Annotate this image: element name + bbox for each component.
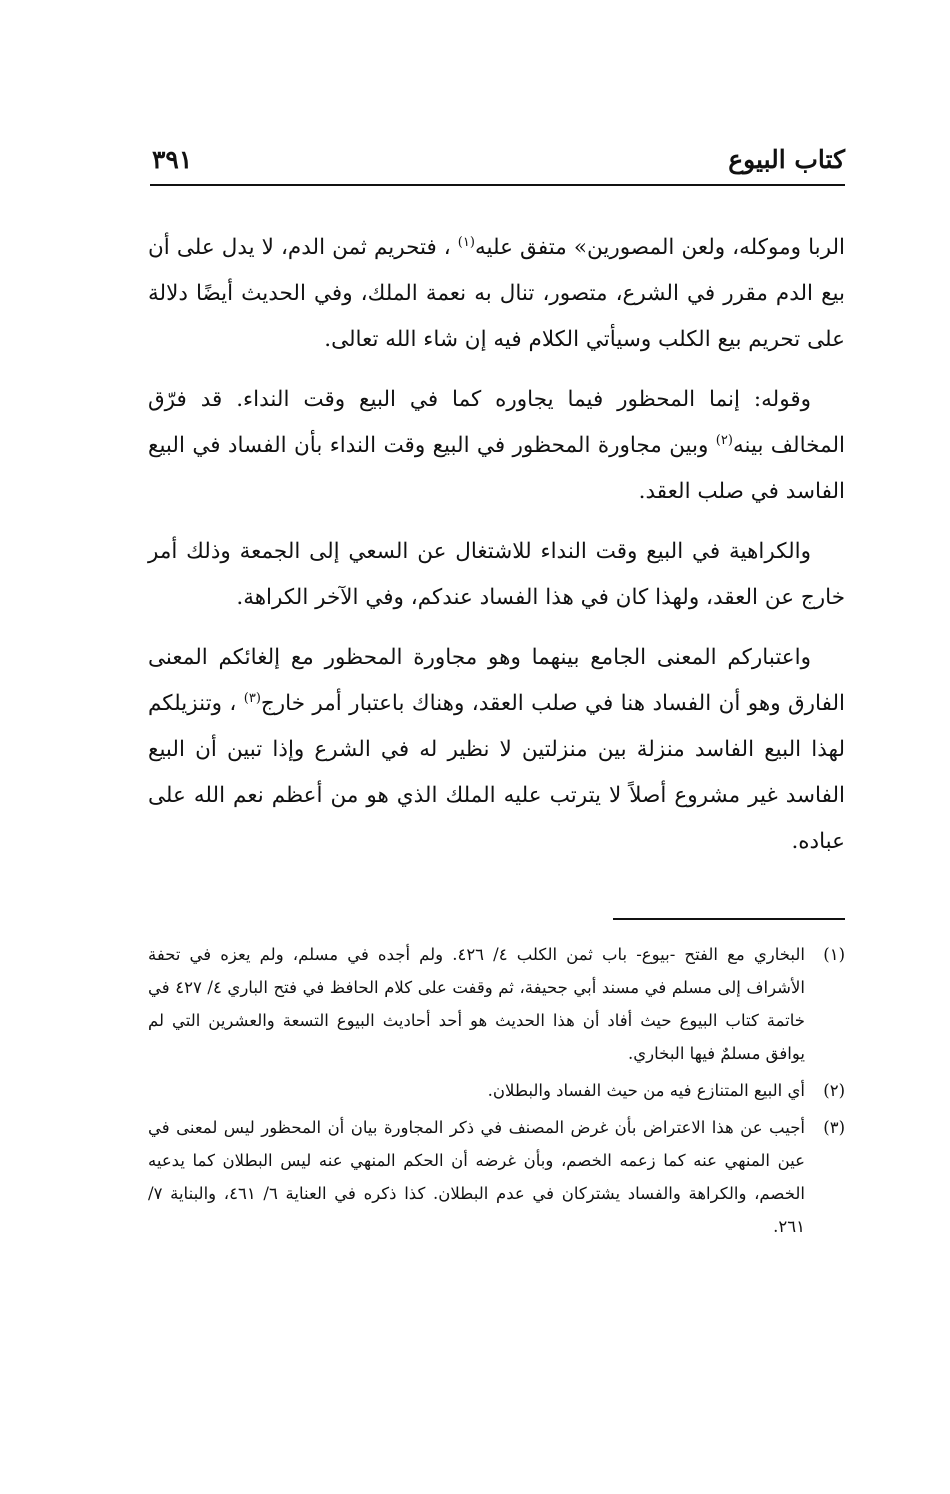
footnote-ref-1: (١) (457, 234, 475, 250)
header-rule (150, 184, 845, 186)
footnote-1-number: (١) (823, 945, 845, 964)
paragraph-1-text-a: الربا وموكله، ولعن المصورين» متفق عليه (474, 235, 845, 260)
paragraph-1-text-b: ، فتحريم ثمن الدم، لا يدل على أن بيع الدم مقرر في الشرع، متصور، تنال به نعمة الملك، وفي الحديث أيضًا دلالة على تحريم بيع الكلب وسيأتي الكلام فيه إن شاء الله تعالى. (148, 235, 845, 352)
paragraph-3-text: والكراهية في البيع وقت النداء للاشتغال عن السعي إلى الجمعة وذلك أمر خارج عن العقد، ولهذا كان في هذا الفساد عندكم، وفي الآخر الكراهة. (148, 539, 845, 610)
paragraph-4-text-b: ، وتنزيلكم لهذا البيع الفاسد منزلة بين منزلتين لا نظير له في الشرع وإذا تبين أن البيع الفاسد غير مشروع أصلاً لا يترتب عليه الملك الذي هو من أعظم نعم الله على عباده. (148, 691, 845, 854)
footnote-3 (148, 1111, 845, 1243)
paragraph-1 (148, 225, 845, 363)
footnotes (148, 938, 845, 1247)
footnote-1-text: البخاري مع الفتح -بيوع- باب ثمن الكلب ٤/ ٤٢٦. ولم أجده في مسلم، ولم يعزه في تحفة الأشراف إلى مسلم في مسند أبي جحيفة، ثم وقفت على كلام الحافظ في فتح الباري ٤/ ٤٢٧ في خاتمة كتاب البيوع حيث أفاد أن هذا الحديث هو أحد أحاديث البيوع التسعة والعشرين التي لم يوافق مسلمٌ فيها البخاري. (148, 945, 805, 1063)
main-text (148, 225, 845, 879)
paragraph-2-text-b: وبين مجاورة المحظور في البيع وقت النداء بأن الفساد في البيع الفاسد في صلب العقد. (148, 433, 845, 504)
page-header (150, 138, 845, 182)
paragraph-2 (148, 377, 845, 515)
paragraph-4 (148, 635, 845, 865)
footnote-2-number: (٢) (823, 1081, 845, 1100)
footnote-ref-3: (٣) (243, 690, 261, 706)
paragraph-2-text-a: وقوله: إنما المحظور فيما يجاوره كما في البيع وقت النداء. قد فرّق المخالف بينه (148, 387, 845, 458)
footnote-2 (148, 1074, 845, 1107)
paragraph-3 (148, 529, 845, 621)
page-number: ٣٩١ (152, 145, 193, 174)
footnote-separator (613, 918, 845, 920)
footnote-3-number: (٣) (823, 1118, 845, 1137)
footnote-1 (148, 938, 845, 1070)
footnote-2-text: أي البيع المتنازع فيه من حيث الفساد والبطلان. (487, 1081, 805, 1100)
footnote-3-text: أجيب عن هذا الاعتراض بأن غرض المصنف في ذكر المجاورة بيان أن المحظور ليس لمعنى في عين المنهي عنه كما زعمه الخصم، وبأن غرضه أن الحكم المنهي عنه ليس البطلان كما يدعيه الخصم، والكراهة والفساد يشتركان في عدم البطلان. كذا ذكره في العناية ٦/ ٤٦١، والبناية ٧/ ٢٦١. (148, 1118, 805, 1236)
running-title: كتاب البيوع (728, 145, 845, 174)
paragraph-4-text-a: واعتباركم المعنى الجامع بينهما وهو مجاورة المحظور مع إلغائكم المعنى الفارق وهو أن الفساد هنا في صلب العقد، وهناك باعتبار أمر خارج (148, 645, 846, 716)
footnote-ref-2: (٢) (715, 432, 733, 448)
